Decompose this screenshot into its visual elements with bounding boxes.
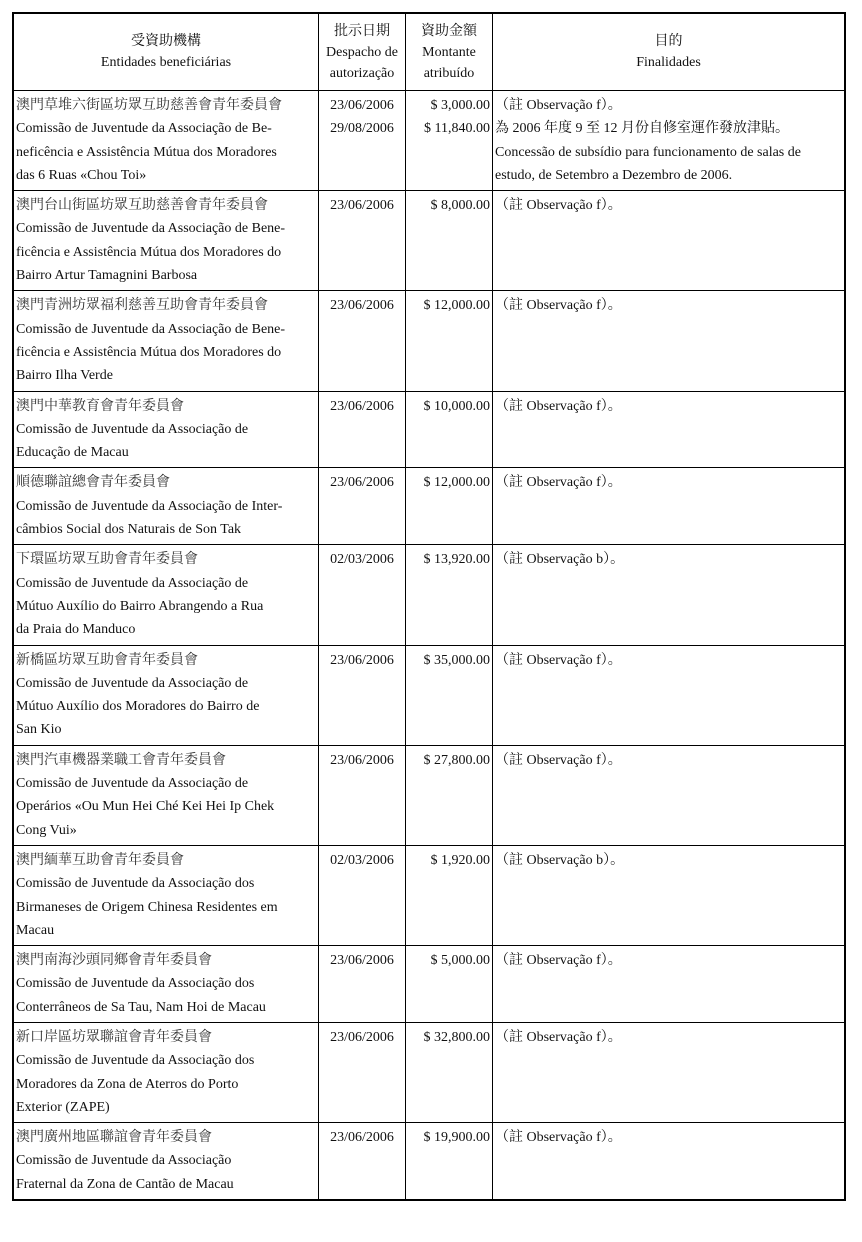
header-date-zh: 批示日期 xyxy=(334,23,390,39)
header-entities xyxy=(13,13,319,91)
entity-cell-line: 澳門中華教育會青年委員會 xyxy=(16,398,184,414)
amount-cell xyxy=(406,91,493,191)
amount-cell-line: $ 19,900.00 xyxy=(423,1130,490,1146)
amount-cell xyxy=(406,468,493,545)
amount-cell-line: $ 3,000.00 xyxy=(430,98,490,113)
amount-cell-line: $ 1,920.00 xyxy=(430,852,490,868)
table-row xyxy=(13,1022,845,1122)
amount-cell-line: $ 12,000.00 xyxy=(423,475,490,491)
entity-cell xyxy=(13,946,319,1023)
table-row xyxy=(13,946,845,1023)
table-row xyxy=(13,845,845,945)
entity-cell-line: Educação de Macau xyxy=(16,445,129,461)
entity-cell-line: ficência e Assistência Mútua dos Moradores do xyxy=(16,244,282,260)
entity-cell-line: Comissão de Juventude da Associação de xyxy=(16,575,249,591)
entity-cell xyxy=(13,468,319,545)
date-cell-line: 23/06/2006 xyxy=(330,298,394,314)
purpose-cell-line: （註 Observação f）。 xyxy=(495,98,622,113)
amount-cell xyxy=(406,946,493,1023)
date-cell xyxy=(319,845,406,945)
purpose-cell-line: 為 2006 年度 9 至 12 月份自修室運作發放津貼。 xyxy=(495,121,789,137)
entity-cell-line: 新口岸區坊眾聯誼會青年委員會 xyxy=(16,1029,212,1045)
purpose-cell-line: （註 Observação f）。 xyxy=(495,1029,622,1045)
purpose-cell-line: （註 Observação b）。 xyxy=(495,852,625,868)
date-cell xyxy=(319,645,406,745)
purpose-cell xyxy=(493,645,846,745)
purpose-cell-line: （註 Observação f）。 xyxy=(495,752,622,768)
header-purpose xyxy=(493,13,846,91)
subsidy-table xyxy=(12,12,846,1201)
purpose-cell-line: estudo, de Setembro a Dezembro de 2006. xyxy=(495,167,733,183)
purpose-cell-line: （註 Observação f）。 xyxy=(495,198,622,214)
entity-cell-line: San Kio xyxy=(16,722,62,738)
date-cell xyxy=(319,391,406,468)
purpose-cell xyxy=(493,1123,846,1200)
date-cell-line: 29/08/2006 xyxy=(330,121,394,137)
entity-cell xyxy=(13,845,319,945)
purpose-cell xyxy=(493,745,846,845)
entity-cell-line: 澳門台山街區坊眾互助慈善會青年委員會 xyxy=(16,198,268,214)
entity-cell-line: Comissão de Juventude da Associação de Be- xyxy=(16,121,272,137)
date-cell-line: 23/06/2006 xyxy=(330,198,394,214)
entity-cell xyxy=(13,745,319,845)
purpose-cell-line: （註 Observação f）。 xyxy=(495,1130,622,1146)
entity-cell-line: Conterrâneos de Sa Tau, Nam Hoi de Macau xyxy=(16,999,266,1015)
purpose-cell xyxy=(493,191,846,291)
header-amount xyxy=(406,13,493,91)
date-cell xyxy=(319,545,406,645)
date-cell xyxy=(319,91,406,191)
entity-cell-line: 澳門青洲坊眾福利慈善互助會青年委員會 xyxy=(16,298,268,314)
date-cell-line: 02/03/2006 xyxy=(330,852,394,868)
entity-cell-line: neficência e Assistência Mútua dos Moradores xyxy=(16,144,277,160)
date-cell xyxy=(319,745,406,845)
amount-cell xyxy=(406,1022,493,1122)
date-cell xyxy=(319,946,406,1023)
purpose-cell-line: （註 Observação f）。 xyxy=(495,398,622,414)
entity-cell-line: 下環區坊眾互助會青年委員會 xyxy=(16,552,198,568)
table-row xyxy=(13,745,845,845)
entity-cell-line: Comissão de Juventude da Associação de Bene- xyxy=(16,221,286,237)
entity-cell-line: Mútuo Auxílio do Bairro Abrangendo a Rua xyxy=(16,598,264,614)
amount-cell xyxy=(406,645,493,745)
entity-cell xyxy=(13,1022,319,1122)
amount-cell-line: $ 5,000.00 xyxy=(430,953,490,969)
table-row xyxy=(13,191,845,291)
table-row xyxy=(13,391,845,468)
date-cell xyxy=(319,291,406,391)
amount-cell-line: $ 11,840.00 xyxy=(424,121,490,137)
entity-cell-line: câmbios Social dos Naturais de Son Tak xyxy=(16,522,242,538)
date-cell-line: 23/06/2006 xyxy=(330,1130,394,1146)
entity-cell-line: Cong Vui» xyxy=(16,822,77,838)
entity-cell-line: Comissão de Juventude da Associação xyxy=(16,1153,232,1169)
date-cell-line: 23/06/2006 xyxy=(330,98,394,113)
amount-cell xyxy=(406,1123,493,1200)
amount-cell-line: $ 32,800.00 xyxy=(423,1029,490,1045)
entity-cell-line: Comissão de Juventude da Associação dos xyxy=(16,876,255,892)
entity-cell-line: 新橋區坊眾互助會青年委員會 xyxy=(16,652,198,668)
entity-cell-line: Bairro Artur Tamagnini Barbosa xyxy=(16,268,198,284)
date-cell xyxy=(319,468,406,545)
entity-cell-line: ficência e Assistência Mútua dos Moradores do xyxy=(16,344,282,360)
entity-cell xyxy=(13,191,319,291)
entity-cell-line: Comissão de Juventude da Associação de xyxy=(16,421,249,437)
entity-cell-line: Comissão de Juventude da Associação de Bene- xyxy=(16,321,286,337)
amount-cell xyxy=(406,391,493,468)
entity-cell-line: Comissão de Juventude da Associação dos xyxy=(16,1053,255,1069)
entity-cell-line: Mútuo Auxílio dos Moradores do Bairro de xyxy=(16,699,260,715)
purpose-cell xyxy=(493,391,846,468)
amount-cell xyxy=(406,745,493,845)
table-row xyxy=(13,468,845,545)
entity-cell xyxy=(13,1123,319,1200)
amount-cell xyxy=(406,191,493,291)
entity-cell-line: 澳門汽車機器業職工會青年委員會 xyxy=(16,752,226,768)
date-cell xyxy=(319,191,406,291)
purpose-cell xyxy=(493,845,846,945)
date-cell-line: 23/06/2006 xyxy=(330,953,394,969)
entity-cell-line: 澳門廣州地區聯誼會青年委員會 xyxy=(16,1130,212,1146)
amount-cell-line: $ 12,000.00 xyxy=(423,298,490,314)
table-row xyxy=(13,545,845,645)
purpose-cell-line: （註 Observação f）。 xyxy=(495,475,622,491)
entity-cell-line: Moradores da Zona de Aterros do Porto xyxy=(16,1076,239,1092)
entity-cell-line: Macau xyxy=(16,922,55,938)
entity-cell-line: Fraternal da Zona de Cantão de Macau xyxy=(16,1176,234,1192)
amount-cell-line: $ 27,800.00 xyxy=(423,752,490,768)
entity-cell xyxy=(13,291,319,391)
header-date xyxy=(319,13,406,91)
entity-cell-line: Comissão de Juventude da Associação de Inter- xyxy=(16,498,283,514)
date-cell-line: 02/03/2006 xyxy=(330,552,394,568)
table-header-row xyxy=(13,13,845,91)
amount-cell xyxy=(406,845,493,945)
header-amount-pt: Montante atribuído xyxy=(422,44,476,81)
purpose-cell xyxy=(493,946,846,1023)
date-cell-line: 23/06/2006 xyxy=(330,475,394,491)
date-cell xyxy=(319,1022,406,1122)
date-cell-line: 23/06/2006 xyxy=(330,652,394,668)
amount-cell-line: $ 8,000.00 xyxy=(430,198,490,214)
table-row xyxy=(13,91,845,191)
table-row xyxy=(13,291,845,391)
date-cell-line: 23/06/2006 xyxy=(330,1029,394,1045)
purpose-cell-line: （註 Observação b）。 xyxy=(495,552,625,568)
entity-cell-line: Operários «Ou Mun Hei Ché Kei Hei Ip Chek xyxy=(16,799,275,815)
amount-cell xyxy=(406,291,493,391)
purpose-cell-line: （註 Observação f）。 xyxy=(495,953,622,969)
purpose-cell-line: （註 Observação f）。 xyxy=(495,652,622,668)
date-cell xyxy=(319,1123,406,1200)
purpose-cell xyxy=(493,291,846,391)
entity-cell-line: Comissão de Juventude da Associação dos xyxy=(16,976,255,992)
entity-cell-line: Comissão de Juventude da Associação de xyxy=(16,675,249,691)
entity-cell-line: Comissão de Juventude da Associação de xyxy=(16,776,249,792)
entity-cell xyxy=(13,545,319,645)
purpose-cell xyxy=(493,91,846,191)
entity-cell-line: 澳門緬華互助會青年委員會 xyxy=(16,852,184,868)
entity-cell-line: 澳門草堆六街區坊眾互助慈善會青年委員會 xyxy=(16,98,282,113)
header-date-pt: Despacho de autorização xyxy=(326,44,398,81)
entity-cell-line: Exterior (ZAPE) xyxy=(16,1099,110,1115)
header-entity-zh: 受資助機構 xyxy=(131,34,201,49)
entity-cell-line: Bairro Ilha Verde xyxy=(16,368,113,384)
purpose-cell xyxy=(493,545,846,645)
entity-cell-line: 澳門南海沙頭同鄉會青年委員會 xyxy=(16,953,212,969)
amount-cell-line: $ 13,920.00 xyxy=(423,552,490,568)
entity-cell-line: das 6 Ruas «Chou Toi» xyxy=(16,167,147,183)
entity-cell-line: 順德聯誼總會青年委員會 xyxy=(16,475,170,491)
purpose-cell xyxy=(493,1022,846,1122)
purpose-cell-line: （註 Observação f）。 xyxy=(495,298,622,314)
purpose-cell xyxy=(493,468,846,545)
header-entity-pt: Entidades beneficiárias xyxy=(100,55,232,70)
entity-cell xyxy=(13,391,319,468)
entity-cell xyxy=(13,91,319,191)
date-cell-line: 23/06/2006 xyxy=(330,398,394,414)
table-row xyxy=(13,645,845,745)
amount-cell-line: $ 10,000.00 xyxy=(423,398,490,414)
entity-cell xyxy=(13,645,319,745)
amount-cell xyxy=(406,545,493,645)
purpose-cell-line: Concessão de subsídio para funcionamento de salas de xyxy=(495,144,801,160)
entity-cell-line: da Praia do Manduco xyxy=(16,622,136,638)
entity-cell-line: Birmaneses de Origem Chinesa Residentes em xyxy=(16,899,278,915)
header-purpose-zh: 目的 xyxy=(654,34,683,49)
header-purpose-pt: Finalidades xyxy=(636,55,701,70)
table-row xyxy=(13,1123,845,1200)
header-amount-zh: 資助金額 xyxy=(421,23,477,39)
date-cell-line: 23/06/2006 xyxy=(330,752,394,768)
amount-cell-line: $ 35,000.00 xyxy=(423,652,490,668)
